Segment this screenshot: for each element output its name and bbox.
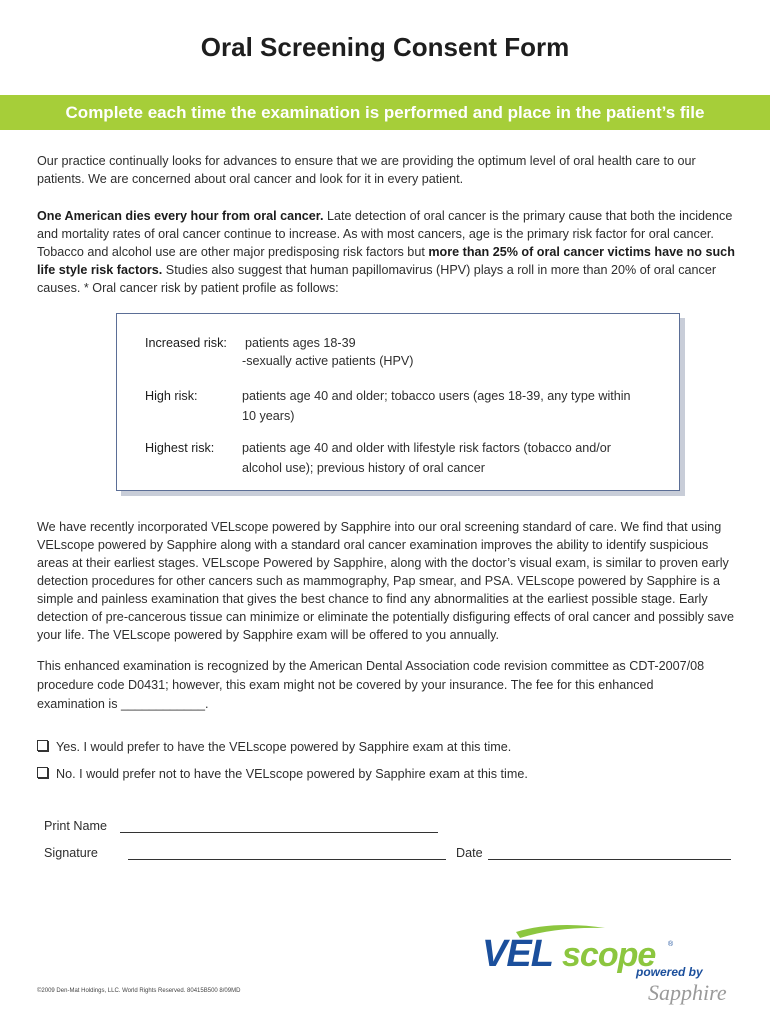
- logo-trademark: ®: [668, 941, 674, 948]
- risk-text-highest-1: patients age 40 and older with lifestyle risk factors (tobacco and/or: [242, 441, 611, 455]
- instruction-banner: Complete each time the examination is performed and place in the patient’s file: [0, 95, 770, 130]
- stats-lead-bold: One American dies every hour from oral cancer.: [37, 209, 324, 223]
- risk-text-highest-2: alcohol use); previous history of oral cancer: [242, 461, 485, 475]
- intro-paragraph: Our practice continually looks for advances to ensure that we are providing the optimum level of oral health care to our patients. We are concerned about oral cancer and look for it in every patient.: [37, 154, 696, 186]
- statistics-paragraph: [37, 207, 735, 297]
- risk-profile-box: [116, 313, 680, 491]
- logo-vel-text: VEL: [482, 933, 553, 975]
- signature-label: Signature: [44, 846, 98, 860]
- print-name-field[interactable]: [120, 832, 438, 833]
- option-no[interactable]: [37, 767, 528, 781]
- stats-bold-2: more than 25% of oral cancer victims have no such life style risk factors.: [37, 245, 735, 277]
- yes-checkbox[interactable]: [37, 740, 48, 751]
- risk-row-high: [145, 386, 665, 426]
- risk-text-increased-2: -sexually active patients (HPV): [242, 354, 414, 368]
- velscope-logo: [480, 922, 740, 1017]
- date-label: Date: [456, 846, 483, 860]
- no-checkbox[interactable]: [37, 767, 48, 778]
- option-yes-label: Yes. I would prefer to have the VELscope powered by Sapphire exam at this time.: [56, 740, 512, 754]
- print-name-label: Print Name: [44, 819, 107, 833]
- risk-label-highest: Highest risk:: [145, 441, 215, 455]
- ada-paragraph: This enhanced examination is recognized by the American Dental Association code revision committee as CDT-2007/08 procedure code D0431; however, this exam might not be covered by your insurance. The fee for this enhanced examination is ____________.: [37, 659, 705, 711]
- copyright-footer: ©2009 Den-Mat Holdings, LLC. World Rights Reserved. 80415B500 8/09MD: [37, 988, 241, 994]
- option-no-label: No. I would prefer not to have the VELscope powered by Sapphire exam at this time.: [56, 767, 528, 781]
- page-title: Oral Screening Consent Form: [200, 32, 570, 62]
- stats-text-1: Late detection of oral cancer is the primary cause that both the incidence and mortality rates of oral cancer continue to increase. As with most cancers, age is the primary risk factor for oral cancer. Tobacco and alcohol use are other major predisposing risk factors but: [37, 209, 733, 259]
- logo-powered-by: powered by: [636, 965, 703, 979]
- risk-text-increased-1: patients ages 18-39: [245, 336, 356, 350]
- risk-label-increased: Increased risk:: [145, 336, 227, 350]
- logo-scope-text: scope: [562, 936, 656, 974]
- logo-sapphire: Sapphire: [648, 980, 727, 1005]
- date-field[interactable]: [488, 859, 731, 860]
- signature-field[interactable]: [128, 859, 446, 860]
- risk-text-high: patients age 40 and older; tobacco users (ages 18-39, any type within 10 years): [242, 389, 631, 423]
- risk-label-high: High risk:: [145, 389, 198, 403]
- option-yes[interactable]: [37, 740, 511, 754]
- velscope-paragraph: We have recently incorporated VELscope powered by Sapphire into our oral screening standard of care. We find that using VELscope powered by Sapphire along with a standard oral cancer examination improves the ability to identify suspicious areas at their earliest stages. VELscope Powered by Sapphire, along with the doctor’s visual exam, is similar to proven early detection procedures for other cancers such as mammography, Pap smear, and PSA. VELscope powered by Sapphire is a simple and painless examination that gives the best chance to find any abnormalities at the earliest possible stage. Early detection of pre-cancerous tissue can minimize or eliminate the potentially disfiguring effects of oral cancer and possibly save your life. The VELscope powered by Sapphire exam will be offered to you annually.: [37, 520, 734, 642]
- stats-text-2: Studies also suggest that human papillomavirus (HPV) plays a roll in more than 20% of oral cancer causes. * Oral cancer risk by patient profile as follows:: [37, 263, 717, 295]
